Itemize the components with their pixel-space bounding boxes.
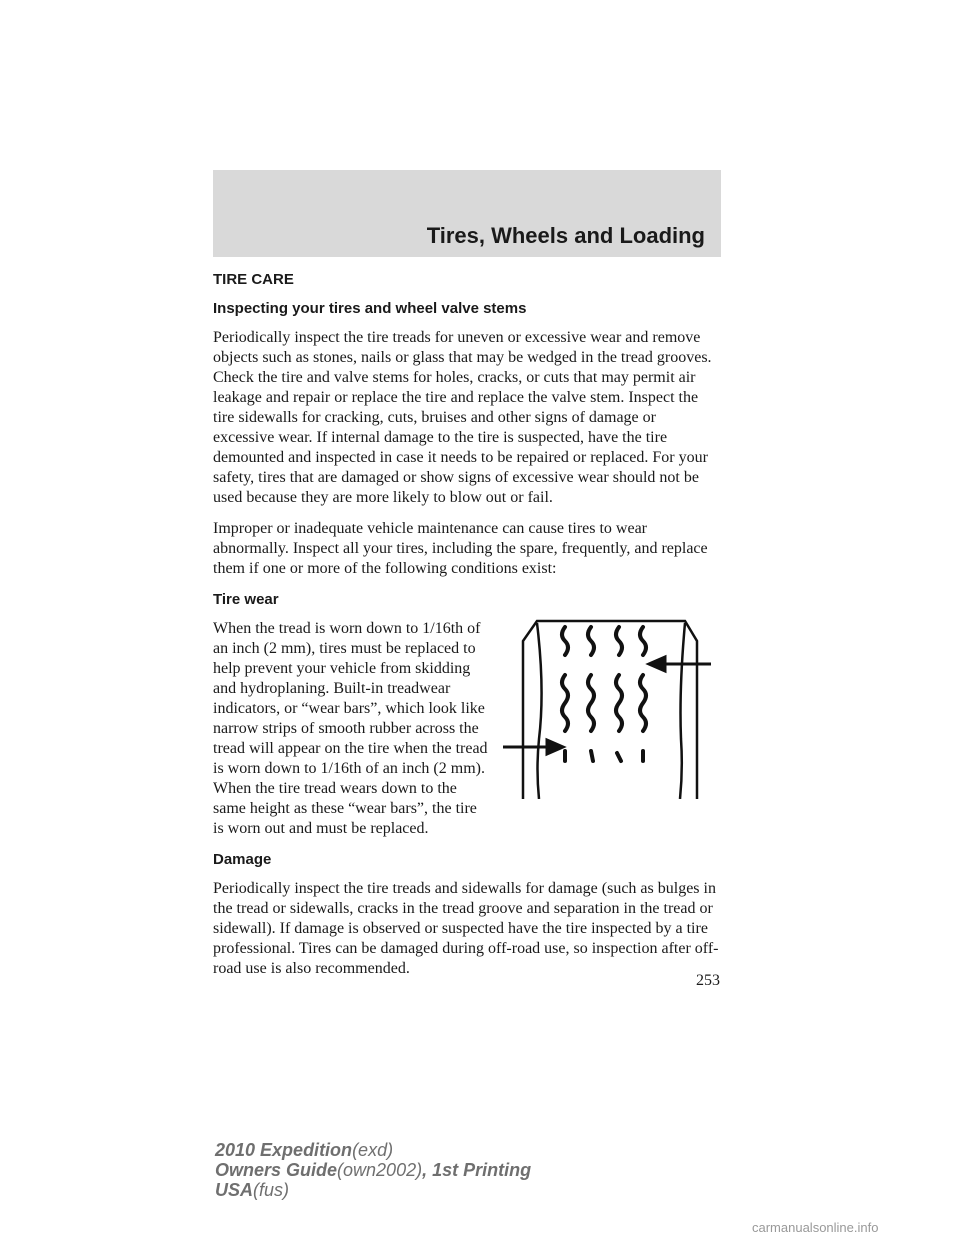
page-number: 253 <box>696 972 720 989</box>
tread-groove-3 <box>616 627 622 761</box>
footer-line-1: 2010 Expedition(exd) <box>215 1140 394 1160</box>
page-title: TIRE CARE <box>213 271 294 288</box>
tire-left-sidewall <box>523 621 697 799</box>
document-footer <box>215 1140 531 1200</box>
section-title: Tires, Wheels and Loading <box>426 223 705 248</box>
footer-line-2: Owners Guide(own2002), 1st Printing <box>215 1160 532 1180</box>
tire-left-shoulder <box>537 623 542 799</box>
inspecting-paragraph-2: Improper or inadequate vehicle maintenance can cause tires to wear abnormally. Inspect all your tires, including the spare, frequently, and replace them if one or more of the following conditions exist: <box>213 520 708 577</box>
watermark: carmanualsonline.info <box>752 1220 879 1235</box>
tire-right-shoulder <box>680 623 685 799</box>
section-header <box>213 170 721 257</box>
tire-tread-wear-bar-illustration <box>499 619 721 799</box>
wear-bar-arrow-left <box>503 740 563 754</box>
tire-wear-heading: Tire wear <box>213 591 279 608</box>
inspecting-heading: Inspecting your tires and wheel valve stems <box>213 300 527 317</box>
tire-wear-paragraph: When the tread is worn down to 1/16th of an inch (2 mm), tires must be replaced to help prevent your vehicle from skidding and hydroplaning. Built-in treadwear indicators, or “wear bars”, which look like narrow strips of smooth rubber across the tread will appear on the tire when the tread is worn down to 1/16th of an inch (2 mm). When the tire tread wears down to the same height as these “wear bars”, the tire is worn out and must be replaced. <box>213 620 488 837</box>
wear-bar-arrow-right <box>649 657 711 671</box>
damage-heading: Damage <box>213 851 272 868</box>
tread-groove-4 <box>640 627 646 761</box>
damage-paragraph: Periodically inspect the tire treads and sidewalls for damage (such as bulges in the tread or sidewalls, cracks in the tread groove and separation in the tread or sidewall). If damage is observed or suspected have the tire inspected by a tire professional. Tires can be damaged during off-road use, so inspection after off-road use is also recommended. <box>213 880 719 977</box>
tread-groove-1 <box>562 627 568 761</box>
main-content <box>213 270 721 990</box>
footer-line-3: USA(fus) <box>215 1180 290 1200</box>
inspecting-paragraph-1: Periodically inspect the tire treads for uneven or excessive wear and remove objects such as stones, nails or glass that may be wedged in the tread grooves. Check the tire and valve stems for holes, cracks, or cuts that may permit air leakage and repair or replace the tire and replace the valve stem. Inspect the tire sidewalls for cracking, cuts, bruises and other signs of damage or excessive wear. If internal damage to the tire is suspected, have the tire demounted and inspected in case it needs to be repaired or replaced. For your safety, tires that are damaged or show signs of excessive wear should not be used because they are more likely to blow out or fail. <box>213 329 712 506</box>
tread-groove-2 <box>588 627 594 761</box>
